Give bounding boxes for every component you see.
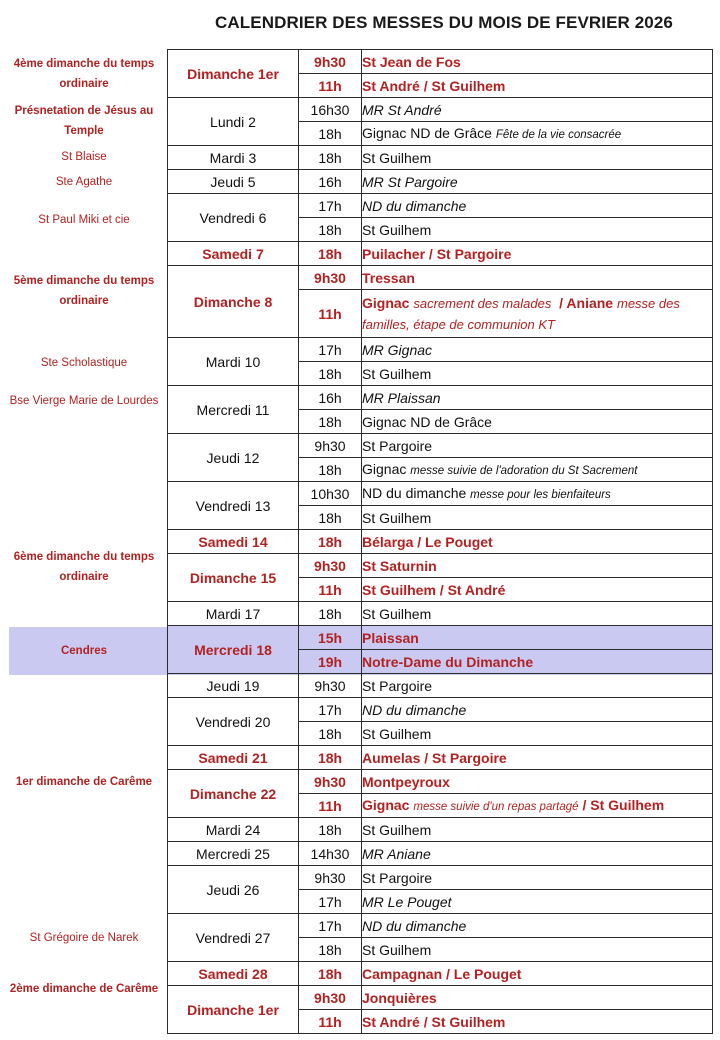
time-cell: 17h — [299, 914, 362, 938]
day-cell: Mardi 3 — [168, 146, 299, 170]
table-row — [168, 434, 713, 458]
place-cell: St Saturnin — [362, 554, 713, 578]
mass-schedule-table — [167, 49, 713, 1034]
table-row — [168, 698, 713, 722]
place-cell — [362, 794, 713, 818]
time-cell: 19h — [299, 650, 362, 674]
day-cell: Mercredi 25 — [168, 842, 299, 866]
place-cell: Puilacher / St Pargoire — [362, 242, 713, 266]
time-cell: 18h — [299, 602, 362, 626]
place-cell: Notre-Dame du Dimanche — [362, 650, 713, 674]
time-cell: 9h30 — [299, 986, 362, 1010]
place-cell: ND du dimanche — [362, 914, 713, 938]
place-text: Gignac — [362, 796, 410, 813]
place-text: / St Guilhem — [582, 796, 665, 813]
place-cell: St Guilhem — [362, 722, 713, 746]
day-cell: Jeudi 19 — [168, 674, 299, 698]
day-cell: Dimanche 1er — [168, 50, 299, 98]
table-row — [168, 770, 713, 794]
place-cell: Campagnan / Le Pouget — [362, 962, 713, 986]
time-cell: 18h — [299, 746, 362, 770]
place-text: Gignac ND de Grâce — [362, 124, 492, 141]
place-cell: MR Le Pouget — [362, 890, 713, 914]
place-cell: St André / St Guilhem — [362, 74, 713, 98]
place-cell — [362, 458, 713, 482]
mass-note: messe pour les bienfaiteurs — [470, 488, 611, 501]
time-cell: 9h30 — [299, 674, 362, 698]
place-cell: MR Aniane — [362, 842, 713, 866]
place-cell: St André / St Guilhem — [362, 1010, 713, 1034]
day-cell: Vendredi 20 — [168, 698, 299, 746]
time-cell: 9h30 — [299, 50, 362, 74]
time-cell: 18h — [299, 818, 362, 842]
table-row — [168, 674, 713, 698]
day-cell: Dimanche 22 — [168, 770, 299, 818]
feast-label: Bse Vierge Marie de Lourdes — [9, 395, 159, 407]
mass-note: messe suivie d'un repas partagé — [413, 800, 579, 813]
feast-label: Ste Agathe — [55, 176, 113, 188]
place-cell: St Pargoire — [362, 674, 713, 698]
time-cell: 18h — [299, 146, 362, 170]
mass-note: messe suivie de l'adoration du St Sacrement — [410, 464, 638, 477]
time-cell: 17h — [299, 194, 362, 218]
table-row — [168, 914, 713, 938]
place-cell: Plaissan — [362, 626, 713, 650]
place-cell: ND du dimanche — [362, 194, 713, 218]
time-cell: 18h — [299, 410, 362, 434]
table-row — [168, 866, 713, 890]
mass-note: Fête de la vie consacrée — [495, 128, 622, 141]
place-cell: Bélarga / Le Pouget — [362, 530, 713, 554]
table-row — [168, 554, 713, 578]
time-cell: 16h — [299, 386, 362, 410]
table-row — [168, 602, 713, 626]
time-cell: 15h — [299, 626, 362, 650]
place-cell: St Pargoire — [362, 866, 713, 890]
time-cell: 18h — [299, 218, 362, 242]
table-row — [168, 482, 713, 506]
feast-label: St Blaise — [61, 151, 107, 163]
time-cell: 11h — [299, 578, 362, 602]
table-row — [168, 50, 713, 74]
time-cell: 11h — [299, 290, 362, 338]
mass-note: sacrement des malades — [413, 295, 552, 311]
day-cell: Jeudi 5 — [168, 170, 299, 194]
place-cell: Jonquières — [362, 986, 713, 1010]
feast-label: 5ème dimanche du temps ordinaire — [13, 275, 155, 307]
table-row — [168, 146, 713, 170]
day-cell: Vendredi 6 — [168, 194, 299, 242]
table-row — [168, 194, 713, 218]
time-cell: 18h — [299, 362, 362, 386]
table-row — [168, 818, 713, 842]
table-row — [168, 746, 713, 770]
place-cell: Tressan — [362, 266, 713, 290]
place-cell: MR Gignac — [362, 338, 713, 362]
time-cell: 18h — [299, 506, 362, 530]
day-cell: Mercredi 18 — [168, 626, 299, 674]
time-cell: 16h30 — [299, 98, 362, 122]
place-text: Gignac — [362, 460, 407, 477]
feast-label: St Paul Miki et cie — [38, 214, 130, 226]
time-cell: 18h — [299, 962, 362, 986]
table-row — [168, 962, 713, 986]
day-cell: Dimanche 15 — [168, 554, 299, 602]
place-cell: MR St André — [362, 98, 713, 122]
place-cell: Gignac ND de Grâce — [362, 410, 713, 434]
time-cell: 11h — [299, 794, 362, 818]
feast-label: St Grégoire de Narek — [29, 932, 139, 944]
table-row — [168, 266, 713, 290]
table-row — [168, 338, 713, 362]
place-cell: St Jean de Fos — [362, 50, 713, 74]
place-cell: St Guilhem — [362, 602, 713, 626]
page-title: CALENDRIER DES MESSES DU MOIS DE FEVRIER 2026 — [215, 13, 673, 32]
day-cell: Samedi 14 — [168, 530, 299, 554]
place-cell: St Guilhem — [362, 818, 713, 842]
day-cell: Lundi 2 — [168, 98, 299, 146]
day-cell: Mardi 17 — [168, 602, 299, 626]
feast-label: 1er dimanche de Carême — [15, 776, 153, 788]
time-cell: 18h — [299, 122, 362, 146]
table-row — [168, 386, 713, 410]
place-cell: St Guilhem / St André — [362, 578, 713, 602]
time-cell: 9h30 — [299, 266, 362, 290]
place-text: Gignac — [362, 294, 410, 311]
day-cell: Dimanche 8 — [168, 266, 299, 338]
time-cell: 10h30 — [299, 482, 362, 506]
day-cell: Vendredi 13 — [168, 482, 299, 530]
day-cell: Mardi 10 — [168, 338, 299, 386]
time-cell: 18h — [299, 458, 362, 482]
time-cell: 17h — [299, 698, 362, 722]
feast-label: Présnetation de Jésus au Temple — [14, 105, 154, 137]
place-cell: St Guilhem — [362, 362, 713, 386]
feast-label: 2ème dimanche de Carême — [9, 983, 159, 995]
place-cell: Aumelas / St Pargoire — [362, 746, 713, 770]
time-cell: 9h30 — [299, 554, 362, 578]
day-cell: Dimanche 1er — [168, 986, 299, 1034]
table-row — [168, 98, 713, 122]
place-cell: Montpeyroux — [362, 770, 713, 794]
place-cell: St Guilhem — [362, 146, 713, 170]
place-text: / Aniane — [559, 294, 614, 311]
time-cell: 18h — [299, 530, 362, 554]
mass-note: messe des familles, étape de communion KT — [362, 295, 680, 332]
feast-label: 4ème dimanche du temps ordinaire — [13, 58, 155, 90]
table-row — [168, 530, 713, 554]
place-cell: MR Plaissan — [362, 386, 713, 410]
day-cell: Jeudi 26 — [168, 866, 299, 914]
time-cell: 14h30 — [299, 842, 362, 866]
time-cell: 9h30 — [299, 770, 362, 794]
day-cell: Samedi 28 — [168, 962, 299, 986]
table-row — [168, 170, 713, 194]
feast-label: Ste Scholastique — [40, 357, 128, 369]
place-text: ND du dimanche — [362, 484, 467, 501]
day-cell: Samedi 21 — [168, 746, 299, 770]
place-cell — [362, 482, 713, 506]
place-cell: St Guilhem — [362, 218, 713, 242]
place-cell: St Guilhem — [362, 938, 713, 962]
time-cell: 18h — [299, 242, 362, 266]
day-cell: Mardi 24 — [168, 818, 299, 842]
place-cell: St Guilhem — [362, 506, 713, 530]
place-cell: MR St Pargoire — [362, 170, 713, 194]
time-cell: 17h — [299, 338, 362, 362]
place-cell — [362, 290, 713, 338]
time-cell: 16h — [299, 170, 362, 194]
time-cell: 18h — [299, 722, 362, 746]
feast-label: 6ème dimanche du temps ordinaire — [13, 551, 155, 583]
feast-label: Cendres — [60, 645, 108, 657]
day-cell: Jeudi 12 — [168, 434, 299, 482]
time-cell: 11h — [299, 1010, 362, 1034]
day-cell: Vendredi 27 — [168, 914, 299, 962]
time-cell: 17h — [299, 890, 362, 914]
day-cell: Mercredi 11 — [168, 386, 299, 434]
table-row — [168, 626, 713, 650]
place-cell: ND du dimanche — [362, 698, 713, 722]
time-cell: 11h — [299, 74, 362, 98]
place-cell — [362, 122, 713, 146]
time-cell: 9h30 — [299, 434, 362, 458]
day-cell: Samedi 7 — [168, 242, 299, 266]
table-row — [168, 986, 713, 1010]
place-cell: St Pargoire — [362, 434, 713, 458]
table-row — [168, 842, 713, 866]
time-cell: 9h30 — [299, 866, 362, 890]
time-cell: 18h — [299, 938, 362, 962]
table-row — [168, 242, 713, 266]
